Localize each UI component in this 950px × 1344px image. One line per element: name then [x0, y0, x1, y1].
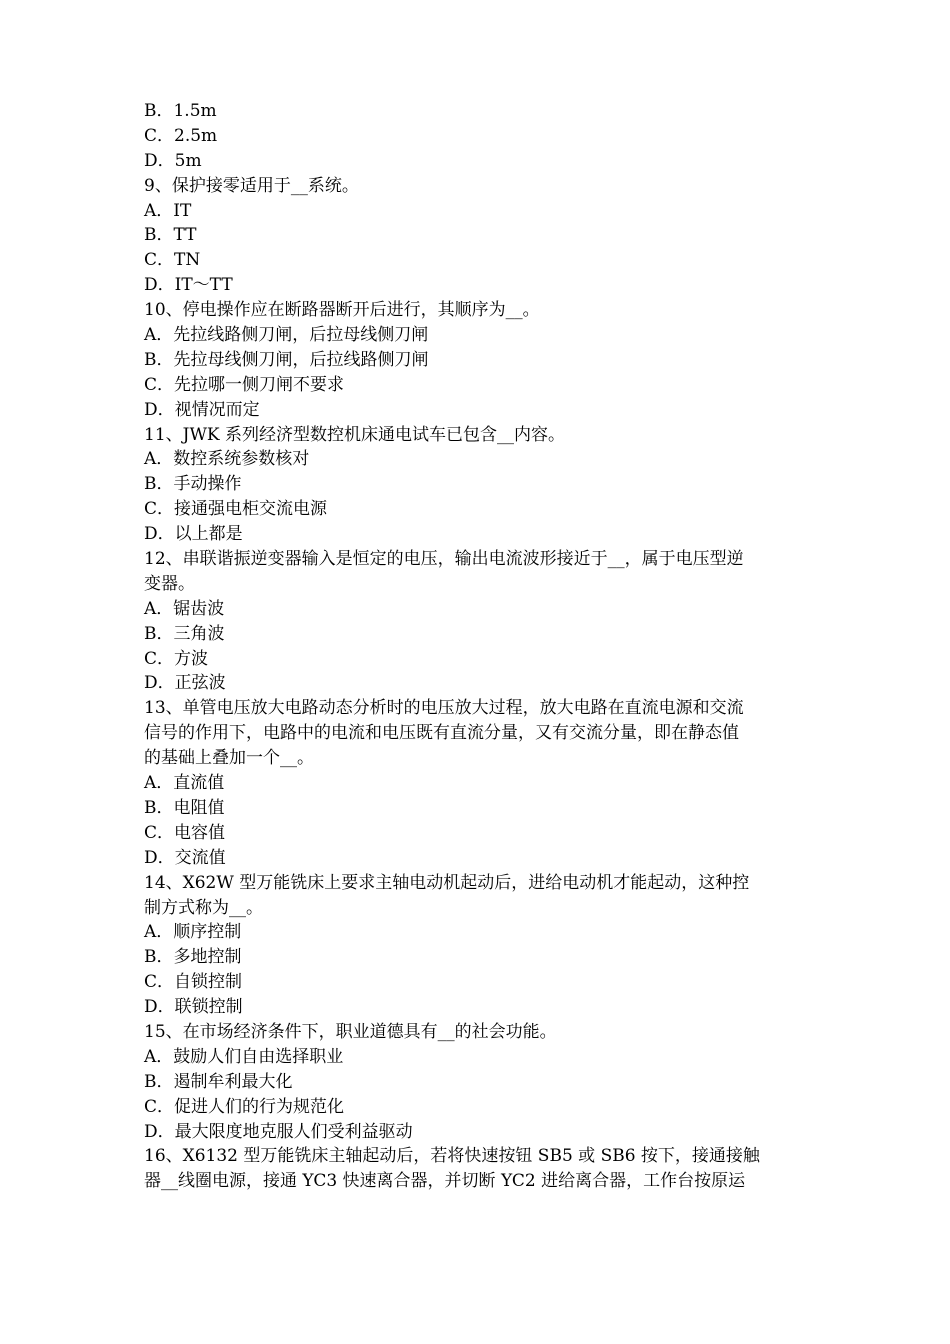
option-line: A．IT: [144, 200, 192, 221]
question-12-continued: 变器。: [144, 573, 195, 594]
option-line: B．手动操作: [144, 474, 242, 495]
option-line: B．遏制牟利最大化: [144, 1071, 293, 1092]
option-line: D．联锁控制: [144, 997, 243, 1018]
option-line: D．IT～TT: [144, 275, 233, 296]
question-15: 15、在市场经济条件下，职业道德具有__的社会功能。: [144, 1021, 557, 1042]
option-line: A．先拉线路侧刀闸，后拉母线侧刀闸: [144, 325, 429, 346]
option-line: D．以上都是: [144, 524, 243, 545]
question-9: 9、保护接零适用于__系统。: [144, 175, 359, 196]
text-line: B．1.5m: [144, 101, 217, 121]
option-line: C．TN: [144, 250, 201, 271]
option-line: C．促进人们的行为规范化: [144, 1096, 345, 1117]
option-line: D．最大限度地克服人们受利益驱动: [144, 1121, 413, 1142]
option-line: A．数控系统参数核对: [144, 449, 310, 470]
option-line: B．TT: [144, 225, 197, 246]
option-line: A．直流值: [144, 773, 225, 794]
question-12: 12、串联谐振逆变器输入是恒定的电压，输出电流波形接近于__，属于电压型逆: [144, 549, 744, 570]
option-line: A．鼓励人们自由选择职业: [144, 1046, 344, 1067]
option-line: C．自锁控制: [144, 972, 243, 993]
question-13: 13、单管电压放大电路动态分析时的电压放大过程，放大电路在直流电源和交流: [144, 698, 744, 719]
question-14: 14、X62W 型万能铣床上要求主轴电动机起动后，进给电动机才能起动，这种控: [144, 872, 750, 893]
option-line: C．方波: [144, 648, 209, 669]
option-line: B．三角波: [144, 623, 225, 644]
question-16: 16、X6132 型万能铣床主轴起动后，若将快速按钮 SB5 或 SB6 按下，接通接触: [144, 1146, 760, 1167]
option-line: C．先拉哪一侧刀闸不要求: [144, 374, 345, 395]
text-line: C．2.5m: [144, 125, 218, 146]
option-line: A．顺序控制: [144, 922, 242, 943]
option-line: C．电容值: [144, 822, 226, 843]
document-page: [144, 99, 824, 1194]
option-line: D．视情况而定: [144, 399, 260, 420]
text-line: D．5m: [144, 150, 202, 171]
option-line: D．交流值: [144, 847, 226, 868]
question-10: 10、停电操作应在断路器断开后进行，其顺序为__。: [144, 300, 540, 321]
question-13-continued: 信号的作用下，电路中的电流和电压既有直流分量，又有交流分量，即在静态值: [144, 723, 739, 744]
option-line: B．先拉母线侧刀闸，后拉线路侧刀闸: [144, 349, 429, 370]
question-11: 11、JWK 系列经济型数控机床通电试车已包含__内容。: [144, 424, 566, 445]
question-14-continued: 制方式称为__。: [144, 897, 263, 918]
option-line: D．正弦波: [144, 673, 226, 694]
option-line: A．锯齿波: [144, 598, 225, 619]
option-line: B．电阻值: [144, 797, 225, 818]
option-line: C．接通强电柜交流电源: [144, 499, 328, 520]
question-13-continued: 的基础上叠加一个__。: [144, 748, 314, 769]
option-line: B．多地控制: [144, 947, 242, 968]
question-16-continued: 器__线圈电源，接通 YC3 快速离合器，并切断 YC2 进给离合器，工作台按原运: [144, 1171, 746, 1192]
